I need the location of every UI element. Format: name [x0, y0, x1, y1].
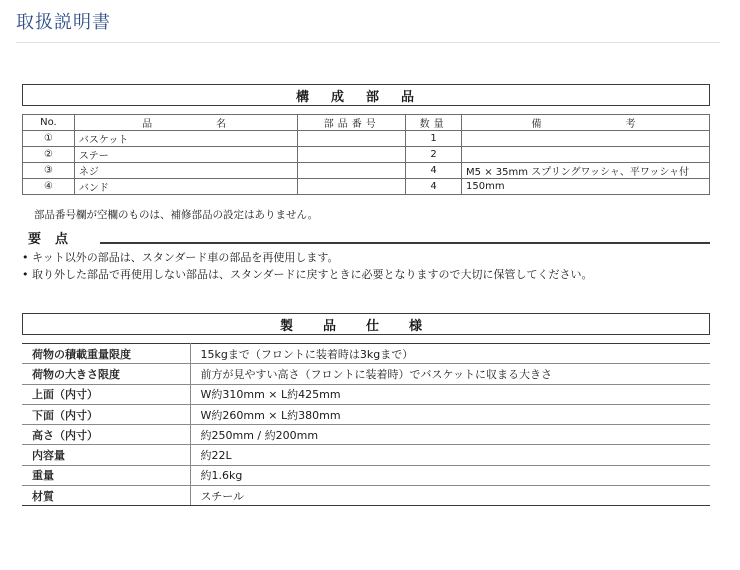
points-heading-rule: [100, 242, 710, 244]
table-row: [22, 425, 710, 445]
part-qty-cell: 4: [406, 179, 462, 195]
col-header-name-a: 品: [142, 119, 157, 130]
col-header-remarks: [462, 115, 710, 131]
points-heading: [22, 228, 710, 246]
spec-value-cell: W約310mm × L約425mm: [190, 384, 710, 404]
part-number-cell: [298, 147, 406, 163]
part-remarks-cell: M5 × 35mm スプリングワッシャ、平ワッシャ付: [462, 163, 710, 179]
part-name-cell: バンド: [74, 179, 297, 195]
spec-section-title-text: 製品仕様: [279, 318, 452, 334]
parts-note: 部品番号欄が空欄のものは、補修部品の設定はありません。: [34, 209, 319, 221]
spec-value-cell: W約260mm × L約380mm: [190, 404, 710, 424]
col-header-remarks-a: 備: [531, 119, 546, 130]
spec-key-cell: 高さ（内寸）: [22, 425, 190, 445]
spec-section-title: [22, 313, 710, 335]
title-divider: [16, 42, 720, 43]
table-row: [23, 131, 710, 147]
part-remarks-cell: [462, 147, 710, 163]
table-row: [22, 384, 710, 404]
parts-table-header: [23, 115, 710, 131]
page-title: 取扱説明書: [16, 12, 111, 33]
spec-value-cell: スチール: [190, 486, 710, 506]
points-heading-text: 要点: [28, 232, 83, 247]
part-qty-cell: 4: [406, 163, 462, 179]
table-row: [22, 486, 710, 506]
col-header-name: [74, 115, 297, 131]
spec-key-cell: 荷物の積載重量限度: [22, 344, 190, 364]
part-name-cell: ステー: [74, 147, 297, 163]
part-remarks-cell: [462, 131, 710, 147]
table-row: [23, 179, 710, 195]
points-bullet: • キット以外の部品は、スタンダード車の部品を再使用します。: [22, 251, 339, 264]
spec-key-cell: 下面（内寸）: [22, 404, 190, 424]
col-header-name-b: 名: [216, 119, 231, 130]
spec-key-cell: 内容量: [22, 445, 190, 465]
part-no-cell: ④: [23, 179, 75, 195]
part-number-cell: [298, 163, 406, 179]
spec-value-cell: 15kgまで（フロントに装着時は3kgまで）: [190, 344, 710, 364]
part-no-cell: ③: [23, 163, 75, 179]
spec-value-cell: 約1.6kg: [190, 465, 710, 485]
spec-key-cell: 上面（内寸）: [22, 384, 190, 404]
parts-section-title-text: 構成部品: [295, 89, 436, 105]
part-qty-cell: 1: [406, 131, 462, 147]
table-row: [22, 445, 710, 465]
spec-key-cell: 荷物の大きさ限度: [22, 364, 190, 384]
part-no-cell: ②: [23, 147, 75, 163]
part-name-cell: バスケット: [74, 131, 297, 147]
table-row: [22, 404, 710, 424]
spec-table: [22, 343, 710, 506]
col-header-no: No.: [23, 115, 75, 131]
part-no-cell: ①: [23, 131, 75, 147]
part-remarks-cell: 150mm: [462, 179, 710, 195]
table-row: [22, 364, 710, 384]
part-number-cell: [298, 179, 406, 195]
spec-value-cell: 約22L: [190, 445, 710, 465]
spec-value-cell: 前方が見やすい高さ（フロントに装着時）でバスケットに収まる大きさ: [190, 364, 710, 384]
table-row: [23, 147, 710, 163]
table-row: [22, 465, 710, 485]
table-row: [22, 344, 710, 364]
spec-key-cell: 重量: [22, 465, 190, 485]
spec-value-cell: 約250mm / 約200mm: [190, 425, 710, 445]
parts-table: [22, 114, 710, 195]
table-row: [23, 163, 710, 179]
col-header-qty: 数量: [406, 115, 462, 131]
part-number-cell: [298, 131, 406, 147]
spec-key-cell: 材質: [22, 486, 190, 506]
part-name-cell: ネジ: [74, 163, 297, 179]
parts-section-title: [22, 84, 710, 106]
points-bullet: • 取り外した部品で再使用しない部品は、スタンダードに戻すときに必要となりますので大切に保管してください。: [22, 268, 593, 281]
col-header-part-no: 部品番号: [298, 115, 406, 131]
part-qty-cell: 2: [406, 147, 462, 163]
col-header-remarks-b: 考: [625, 119, 640, 130]
